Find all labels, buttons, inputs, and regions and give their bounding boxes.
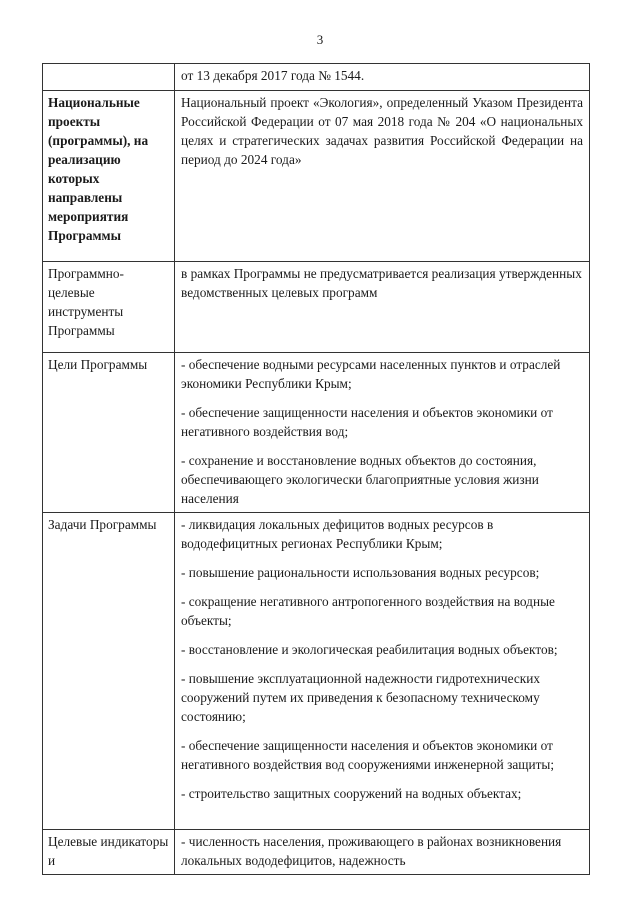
tasks-label: Задачи Программы [43, 513, 175, 830]
table-row-tasks [43, 513, 590, 830]
page-number: 3 [316, 32, 324, 47]
list-item: - повышение рациональности использования водных ресурсов; [181, 565, 540, 580]
list-item: - обеспечение защищенности населения и объектов экономики от негативного воздействия вод; [181, 405, 553, 439]
goals-label: Цели Программы [43, 353, 175, 513]
list-item: - сохранение и восстановление водных объектов до состояния, обеспечивающего экологически благоприятные условия жизни населения [181, 453, 539, 506]
table-row-target-instruments [43, 262, 590, 353]
list-item: - обеспечение водными ресурсами населенных пунктов и отраслей экономики Республики Крым; [181, 357, 561, 391]
program-passport-table [42, 63, 590, 875]
table-row-indicators [43, 830, 590, 875]
tasks-value [175, 513, 590, 830]
indicators-label: Целевые индикаторы и [43, 830, 175, 875]
table-row-goals [43, 353, 590, 513]
list-item: - строительство защитных сооружений на водных объектах; [181, 786, 522, 801]
list-item: - повышение эксплуатационной надежности гидротехнических сооружений путем их приведения к безопасному техническому состоянию; [181, 671, 540, 724]
target-instruments-label: Программно-целевые инструменты Программы [43, 262, 175, 353]
indicators-value: - численность населения, проживающего в районах возникновения локальных вододефицитов, надежность [175, 830, 590, 875]
goals-value [175, 353, 590, 513]
continuation-text: от 13 декабря 2017 года № 1544. [175, 64, 590, 91]
empty-label-cell [43, 64, 175, 91]
list-item: - сокращение негативного антропогенного воздействия на водные объекты; [181, 594, 555, 628]
table-row-continuation [43, 64, 590, 91]
list-item: - обеспечение защищенности населения и объектов экономики от негативного воздействия вод сооружениями инженерной защиты; [181, 738, 555, 772]
national-projects-label: Национальные проекты (программы), на реализацию которых направлены мероприятия Программы [43, 91, 175, 262]
national-projects-value: Национальный проект «Экология», определенный Указом Президента Российской Федерации от 07 мая 2018 года № 204 «О национальных целях и стратегических задачах развития Российской Федерации на период до 2024 года» [175, 91, 590, 262]
target-instruments-value: в рамках Программы не предусматривается реализация утвержденных ведомственных целевых программ [175, 262, 590, 353]
table-row-national-projects [43, 91, 590, 262]
list-item: - восстановление и экологическая реабилитация водных объектов; [181, 642, 558, 657]
list-item: - ликвидация локальных дефицитов водных ресурсов в вододефицитных регионах Республики Крым; [181, 517, 494, 551]
